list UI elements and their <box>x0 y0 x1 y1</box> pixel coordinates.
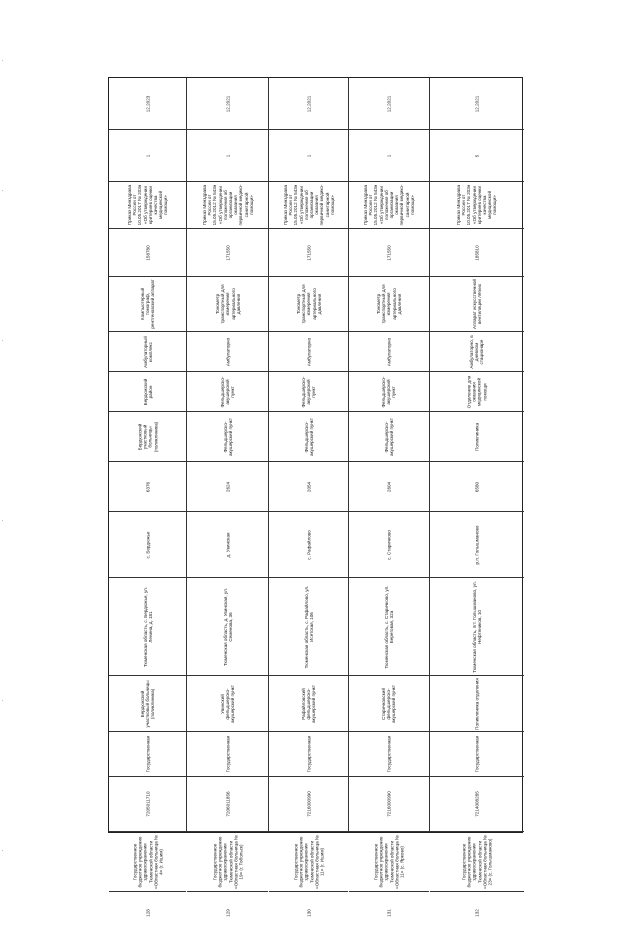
table-cell-address <box>430 578 524 676</box>
cell-text: 185810 <box>474 244 480 261</box>
table-cell-num <box>430 892 524 934</box>
cell-text: 12.2021 <box>386 95 392 112</box>
cell-text: Государственная <box>305 735 311 773</box>
scan-speck <box>2 340 3 341</box>
cell-text: 171550 <box>224 244 230 261</box>
table-row <box>430 78 524 917</box>
table-cell-num <box>187 892 268 934</box>
cell-text: 129 <box>224 909 230 917</box>
table-cell-name <box>269 832 348 892</box>
table-cell-qty <box>269 130 348 182</box>
cell-text: Фельдшерско-акушерский пункт <box>381 376 397 407</box>
table-cell-num <box>349 892 429 934</box>
cell-text: Бердюжский участковый больницы (поликлиника) <box>139 679 156 728</box>
equipment-table <box>108 77 523 917</box>
cell-text: Государственное бюджетное учреждение здравоохранения Тюменской области «Областная больница № 4» (г. Ишим) <box>131 834 163 889</box>
table-cell-code <box>109 229 186 277</box>
table-cell-unit-name <box>349 372 429 412</box>
table-cell-population <box>187 462 268 512</box>
cell-text: 1 <box>224 154 230 157</box>
table-cell-form <box>269 732 348 777</box>
scan-speck <box>2 850 3 851</box>
cell-text: 12.2021 <box>224 95 230 112</box>
table-cell-code <box>430 229 524 277</box>
table-cell-date <box>349 78 429 130</box>
table-cell-locality <box>430 512 524 578</box>
scan-speck <box>2 520 3 521</box>
cell-text: Амбулаторный комплекс <box>142 335 153 368</box>
table-cell-basis <box>109 182 186 229</box>
table-cell-population <box>109 462 186 512</box>
cell-text: Поликлиника отделения <box>474 677 480 730</box>
cell-text: Тюменская область, с. Рафайлово, ул. Исетская, 106 <box>303 585 314 668</box>
table-cell-address <box>269 578 348 676</box>
cell-text: 7216000990 <box>305 791 311 817</box>
table-row <box>109 78 187 917</box>
cell-text: Государственное бюджетное учреждение здравоохранения Тюменской области «Областная больница № 11» (с. Ярково) <box>373 834 405 889</box>
table-row <box>349 78 430 917</box>
cell-text: 5 <box>474 154 480 157</box>
cell-text: Амбулаторно <box>224 337 230 366</box>
table-cell-purpose <box>109 277 186 332</box>
table-cell-qty <box>430 130 524 182</box>
cell-text: с. Рафайлово <box>305 529 311 560</box>
table-cell-basis <box>349 182 429 229</box>
cell-text: Тонометр транспортный для измерения артериального давления <box>295 284 322 324</box>
cell-text: Приказ Минздрава России от 15.05.2012 № 543н «Об утверждении положения об организации оказания первичной медико-санитарной помощи» <box>282 184 335 226</box>
cell-text: 2624 <box>224 481 230 492</box>
cell-text: 6376 <box>144 481 150 492</box>
table-cell-num <box>269 892 348 934</box>
cell-text: 7206011856 <box>224 791 230 817</box>
table-cell-qty <box>109 130 186 182</box>
table-row <box>187 78 269 917</box>
table-cell-area <box>269 676 348 732</box>
cell-text: 132 <box>474 909 480 917</box>
scan-speck <box>2 190 3 191</box>
cell-text: 6580 <box>474 481 480 492</box>
table-cell-code <box>349 229 429 277</box>
table-cell-name <box>109 832 186 892</box>
cell-text: Приказ Минздрава России от 15.05.2012 № 543н «Об утверждении положения об организации оказания первичной медико-санитарной помощи» <box>201 184 254 226</box>
table-cell-unit-type <box>269 412 348 462</box>
table-cell-address <box>109 578 186 676</box>
table-cell-num <box>109 892 186 934</box>
cell-text: 171550 <box>305 244 311 261</box>
table-cell-unit-name <box>430 372 524 412</box>
table-cell-equipment <box>187 332 268 372</box>
table-cell-unit-type <box>187 412 268 462</box>
table-cell-locality <box>109 512 186 578</box>
table-cell-area <box>430 676 524 732</box>
cell-text: Тонометр транспортный для измерения артериального давления <box>214 284 241 324</box>
cell-text: Поликлиника <box>474 422 480 451</box>
cell-text: 7214008285 <box>474 791 480 817</box>
table-cell-qty <box>187 130 268 182</box>
table-cell-unit-name <box>187 372 268 412</box>
cell-text: Тюменская область, с. Старичково, ул. Береговая, 32а <box>383 584 394 669</box>
table-cell-inn <box>109 777 186 832</box>
table-cell-unit-name <box>269 372 348 412</box>
table-cell-basis <box>430 182 524 229</box>
table-cell-code <box>269 229 348 277</box>
cell-text: р.п. Голышманово <box>474 525 480 564</box>
cell-text: Фельдшерско-акушерский пункт <box>300 376 317 407</box>
table-cell-purpose <box>187 277 268 332</box>
table-cell-qty <box>349 130 429 182</box>
cell-text: 2054 <box>305 481 311 492</box>
cell-text: Государственная <box>474 735 480 773</box>
cell-text: 158780 <box>144 244 150 261</box>
table-cell-equipment <box>349 332 429 372</box>
cell-text: Фельдшерско-акушерский пункт <box>222 417 233 456</box>
cell-text: 1 <box>305 154 311 157</box>
cell-text: Фельдшерско-акушерский пункт <box>383 417 394 456</box>
cell-text: 171550 <box>386 244 392 261</box>
table-cell-population <box>349 462 429 512</box>
table-cell-name <box>187 832 268 892</box>
cell-text: Увинский фельдшерско-акушерский пункт <box>219 684 236 723</box>
cell-text: Фельдшерско-акушерский пункт <box>219 376 236 407</box>
table-cell-date <box>269 78 348 130</box>
cell-text: Государственная <box>386 735 392 773</box>
table-cell-date <box>430 78 524 130</box>
table-cell-inn <box>430 777 524 832</box>
cell-text: Государственное бюджетное учреждение здравоохранения Тюменской области «Областная больница № 19» (г. Тобольск) <box>211 834 243 889</box>
cell-text: Приказ Минздрава России от 15.05.2012 № 543н «Об утверждении положения об организации оказания первичной медико-санитарной помощи» <box>362 184 415 226</box>
table-cell-inn <box>269 777 348 832</box>
cell-text: 1 <box>386 154 392 157</box>
cell-text: Бердюжский район <box>142 378 153 405</box>
cell-text: Приказ Минздрава России от 10.05.2017 № 203н «Об утверждении критериев оценки качества медицинской помощи» <box>126 184 169 226</box>
cell-text: Бердюжский участковый больницы (поликлиника) <box>137 421 158 452</box>
table-cell-equipment <box>430 332 524 372</box>
table-cell-area <box>109 676 186 732</box>
table-cell-basis <box>269 182 348 229</box>
cell-text: 2604 <box>386 481 392 492</box>
cell-text: 12.2023 <box>144 95 150 112</box>
cell-text: д. Увинская <box>224 532 230 557</box>
cell-text: Фельдшерско-акушерский пункт <box>303 417 314 456</box>
table-cell-unit-name <box>109 372 186 412</box>
cell-text: Государственное бюджетное учреждение здравоохранения Тюменской области «Областная больница № 23» (с. Голышманово) <box>461 834 493 889</box>
table-cell-form <box>187 732 268 777</box>
scan-speck <box>2 700 3 701</box>
cell-text: 7216000990 <box>386 791 392 817</box>
cell-text: Тюменская область, пгт. Голышманово, ул. Нефтяников, 10 <box>471 580 482 673</box>
cell-text: Приказ Минздрава России от 10.05.2017 № 203н «Об утверждении критериев оценки качества медицинской помощи» <box>456 184 498 226</box>
cell-text: 12.2021 <box>305 95 311 112</box>
table-cell-purpose <box>349 277 429 332</box>
table-cell-inn <box>187 777 268 832</box>
cell-text: Амбулаторно <box>305 337 311 366</box>
cell-text: с. Старичково <box>386 529 392 560</box>
cell-text: Государственное бюджетное учреждение здравоохранения Тюменской области «Областная больница № 11» (г. Ишим) <box>292 834 324 889</box>
table-cell-date <box>109 78 186 130</box>
scan-speck <box>2 60 3 61</box>
cell-text: Амбулаторно <box>386 337 392 366</box>
table-cell-basis <box>187 182 268 229</box>
table-cell-locality <box>349 512 429 578</box>
table-cell-locality <box>269 512 348 578</box>
cell-text: Рафайловский фельдшерско-акушерский пункт <box>300 684 317 723</box>
table-cell-date <box>187 78 268 130</box>
table-cell-name <box>349 832 429 892</box>
cell-text: Амбулаторно, в дневном стационаре <box>469 334 485 369</box>
table-cell-code <box>187 229 268 277</box>
cell-text: 130 <box>305 909 311 917</box>
table-cell-name <box>430 832 524 892</box>
cell-text: 7205011710 <box>144 791 150 817</box>
cell-text: Компьютерный томограф, рентгеновский аппарат <box>139 279 156 329</box>
table-row <box>269 78 349 917</box>
table-cell-population <box>430 462 524 512</box>
table-cell-purpose <box>269 277 348 332</box>
table-cell-address <box>187 578 268 676</box>
cell-text: 128 <box>144 909 150 917</box>
cell-text: Старичковский фельдшерско-акушерский пункт <box>381 684 397 723</box>
table-cell-form <box>430 732 524 777</box>
table-cell-address <box>349 578 429 676</box>
table-cell-form <box>349 732 429 777</box>
table-cell-purpose <box>430 277 524 332</box>
table-cell-locality <box>187 512 268 578</box>
cell-text: Отделение для оказания медицинской помощи <box>466 375 488 408</box>
cell-text: с. Бердюжье <box>144 531 150 558</box>
table-cell-form <box>109 732 186 777</box>
table-cell-equipment <box>269 332 348 372</box>
table-cell-area <box>349 676 429 732</box>
cell-text: 12.2021 <box>474 95 480 112</box>
table-cell-equipment <box>109 332 186 372</box>
table-cell-unit-type <box>109 412 186 462</box>
table-cell-population <box>269 462 348 512</box>
cell-text: Тонометр транспортный для измерения артериального давления <box>375 284 402 324</box>
cell-text: Государственная <box>224 735 230 773</box>
cell-text: 131 <box>386 909 392 917</box>
table-cell-unit-type <box>349 412 429 462</box>
cell-text: Тюменская область, с. Бердюжье, ул. Ленина, д. 181 <box>142 586 153 667</box>
cell-text: Государственная <box>144 735 150 773</box>
cell-text: Тюменская область, д. Увинская, ул. Семенова, 36 <box>222 587 233 666</box>
table-cell-inn <box>349 777 429 832</box>
cell-text: 1 <box>144 154 150 157</box>
table-cell-unit-type <box>430 412 524 462</box>
cell-text: Аппарат искусственной вентиляции лёгких <box>471 279 482 329</box>
table-cell-area <box>187 676 268 732</box>
